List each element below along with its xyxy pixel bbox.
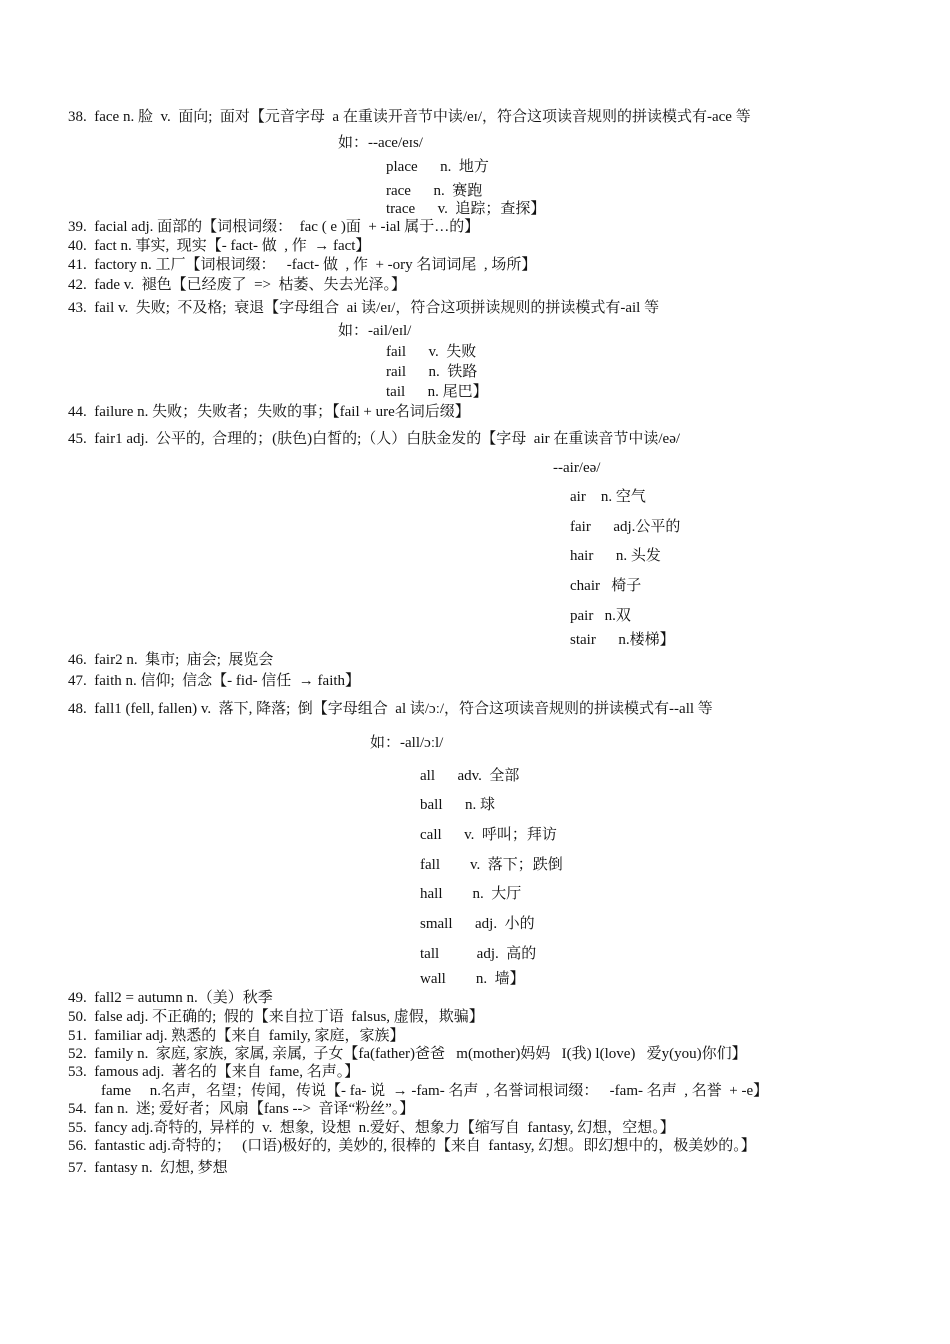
example-word: trace v. 追踪；查探】 [386,201,546,217]
entry-44: 44. failure n. 失败；失败者；失败的事；【fail + ure名词后缀】 [68,404,470,420]
entry-47: 47. faith n. 信仰; 信念【- fid- 信任 → faith】 [68,673,361,689]
entry-49: 49. fall2 = autumn n.（美）秋季 [68,990,273,1006]
entry-53-fame: fame n.名声，名望；传闻，传说【- fa- 说 → -fam- 名声 , 名誉词根词缀： -fam- 名声 , 名誉 + -e】 [101,1083,769,1099]
example-word: all adv. 全部 [420,768,520,784]
entry-56: 56. fantastic adj.奇特的； (口语)极好的, 美妙的, 很棒的【来自 fantasy, 幻想。即幻想中的，极美妙的。】 [68,1138,756,1154]
example-word: fail v. 失败 [386,344,477,360]
entry-57: 57. fantasy n. 幻想, 梦想 [68,1160,228,1176]
example-word: small adj. 小的 [420,916,535,932]
entry-41: 41. factory n. 工厂【词根词缀： -fact- 做 , 作 + -ory 名词词尾 , 场所】 [68,257,537,273]
entry-46: 46. fair2 n. 集市; 庙会; 展览会 [68,652,274,668]
example-word: tail n. 尾巴】 [386,384,488,400]
example-word: chair 椅子 [570,578,642,594]
pattern-header: --air/eə/ [553,460,601,476]
entry-40: 40. fact n. 事实, 现实【- fact- 做 , 作 → fact】 [68,238,371,254]
example-word: fall v. 落下；跌倒 [420,857,563,873]
entry-48: 48. fall1 (fell, fallen) v. 落下, 降落; 倒【字母组合 al 读/ɔː/，符合这项读音规则的拼读模式有--all 等 [68,701,713,717]
example-word: race n. 赛跑 [386,183,483,199]
example-word: hair n. 头发 [570,548,661,564]
example-word: pair n.双 [570,608,631,624]
example-word: fair adj.公平的 [570,519,681,535]
pattern-header: 如：-all/ɔːl/ [370,735,444,751]
entry-39: 39. facial adj. 面部的【词根词缀： fac ( e )面 + -ial 属于…的】 [68,219,480,235]
example-word: hall n. 大厅 [420,886,522,902]
example-word: place n. 地方 [386,159,489,175]
entry-55: 55. fancy adj.奇特的, 异样的 v. 想象, 设想 n.爱好、想象力【缩写自 fantasy, 幻想，空想。】 [68,1120,675,1136]
example-word: ball n. 球 [420,797,495,813]
entry-38: 38. face n. 脸 v. 面向; 面对【元音字母 a 在重读开音节中读/eɪ/，符合这项读音规则的拼读模式有-ace 等 [68,109,751,125]
entry-53: 53. famous adj. 著名的【来自 fame, 名声。】 [68,1064,360,1080]
example-word: wall n. 墙】 [420,971,525,987]
example-word: air n. 空气 [570,489,646,505]
pattern-header: 如：-ail/eɪl/ [338,323,412,339]
entry-50: 50. false adj. 不正确的; 假的【来自拉丁语 falsus, 虚假，欺骗】 [68,1009,484,1025]
entry-52: 52. family n. 家庭, 家族, 家属, 亲属, 子女【fa(father)爸爸 m(mother)妈妈 I(我) l(love) 爱y(you)你们】 [68,1046,747,1062]
pattern-header: 如：--ace/eɪs/ [338,135,423,151]
entry-45: 45. fair1 adj. 公平的, 合理的；(肤色)白皙的;（人）白肤金发的【字母 air 在重读音节中读/eə/ [68,431,681,447]
example-word: tall adj. 高的 [420,946,537,962]
example-word: stair n.楼梯】 [570,632,675,648]
example-word: rail n. 铁路 [386,364,478,380]
entry-51: 51. familiar adj. 熟悉的【来自 family, 家庭，家族】 [68,1028,405,1044]
entry-54: 54. fan n. 迷; 爱好者；风扇【fans --> 音译“粉丝”。】 [68,1101,415,1117]
example-word: call v. 呼叫；拜访 [420,827,557,843]
entry-42: 42. fade v. 褪色【已经废了 => 枯萎、失去光泽。】 [68,277,407,293]
entry-43: 43. fail v. 失败; 不及格; 衰退【字母组合 ai 读/eɪ/，符合这项拼读规则的拼读模式有-ail 等 [68,300,660,316]
